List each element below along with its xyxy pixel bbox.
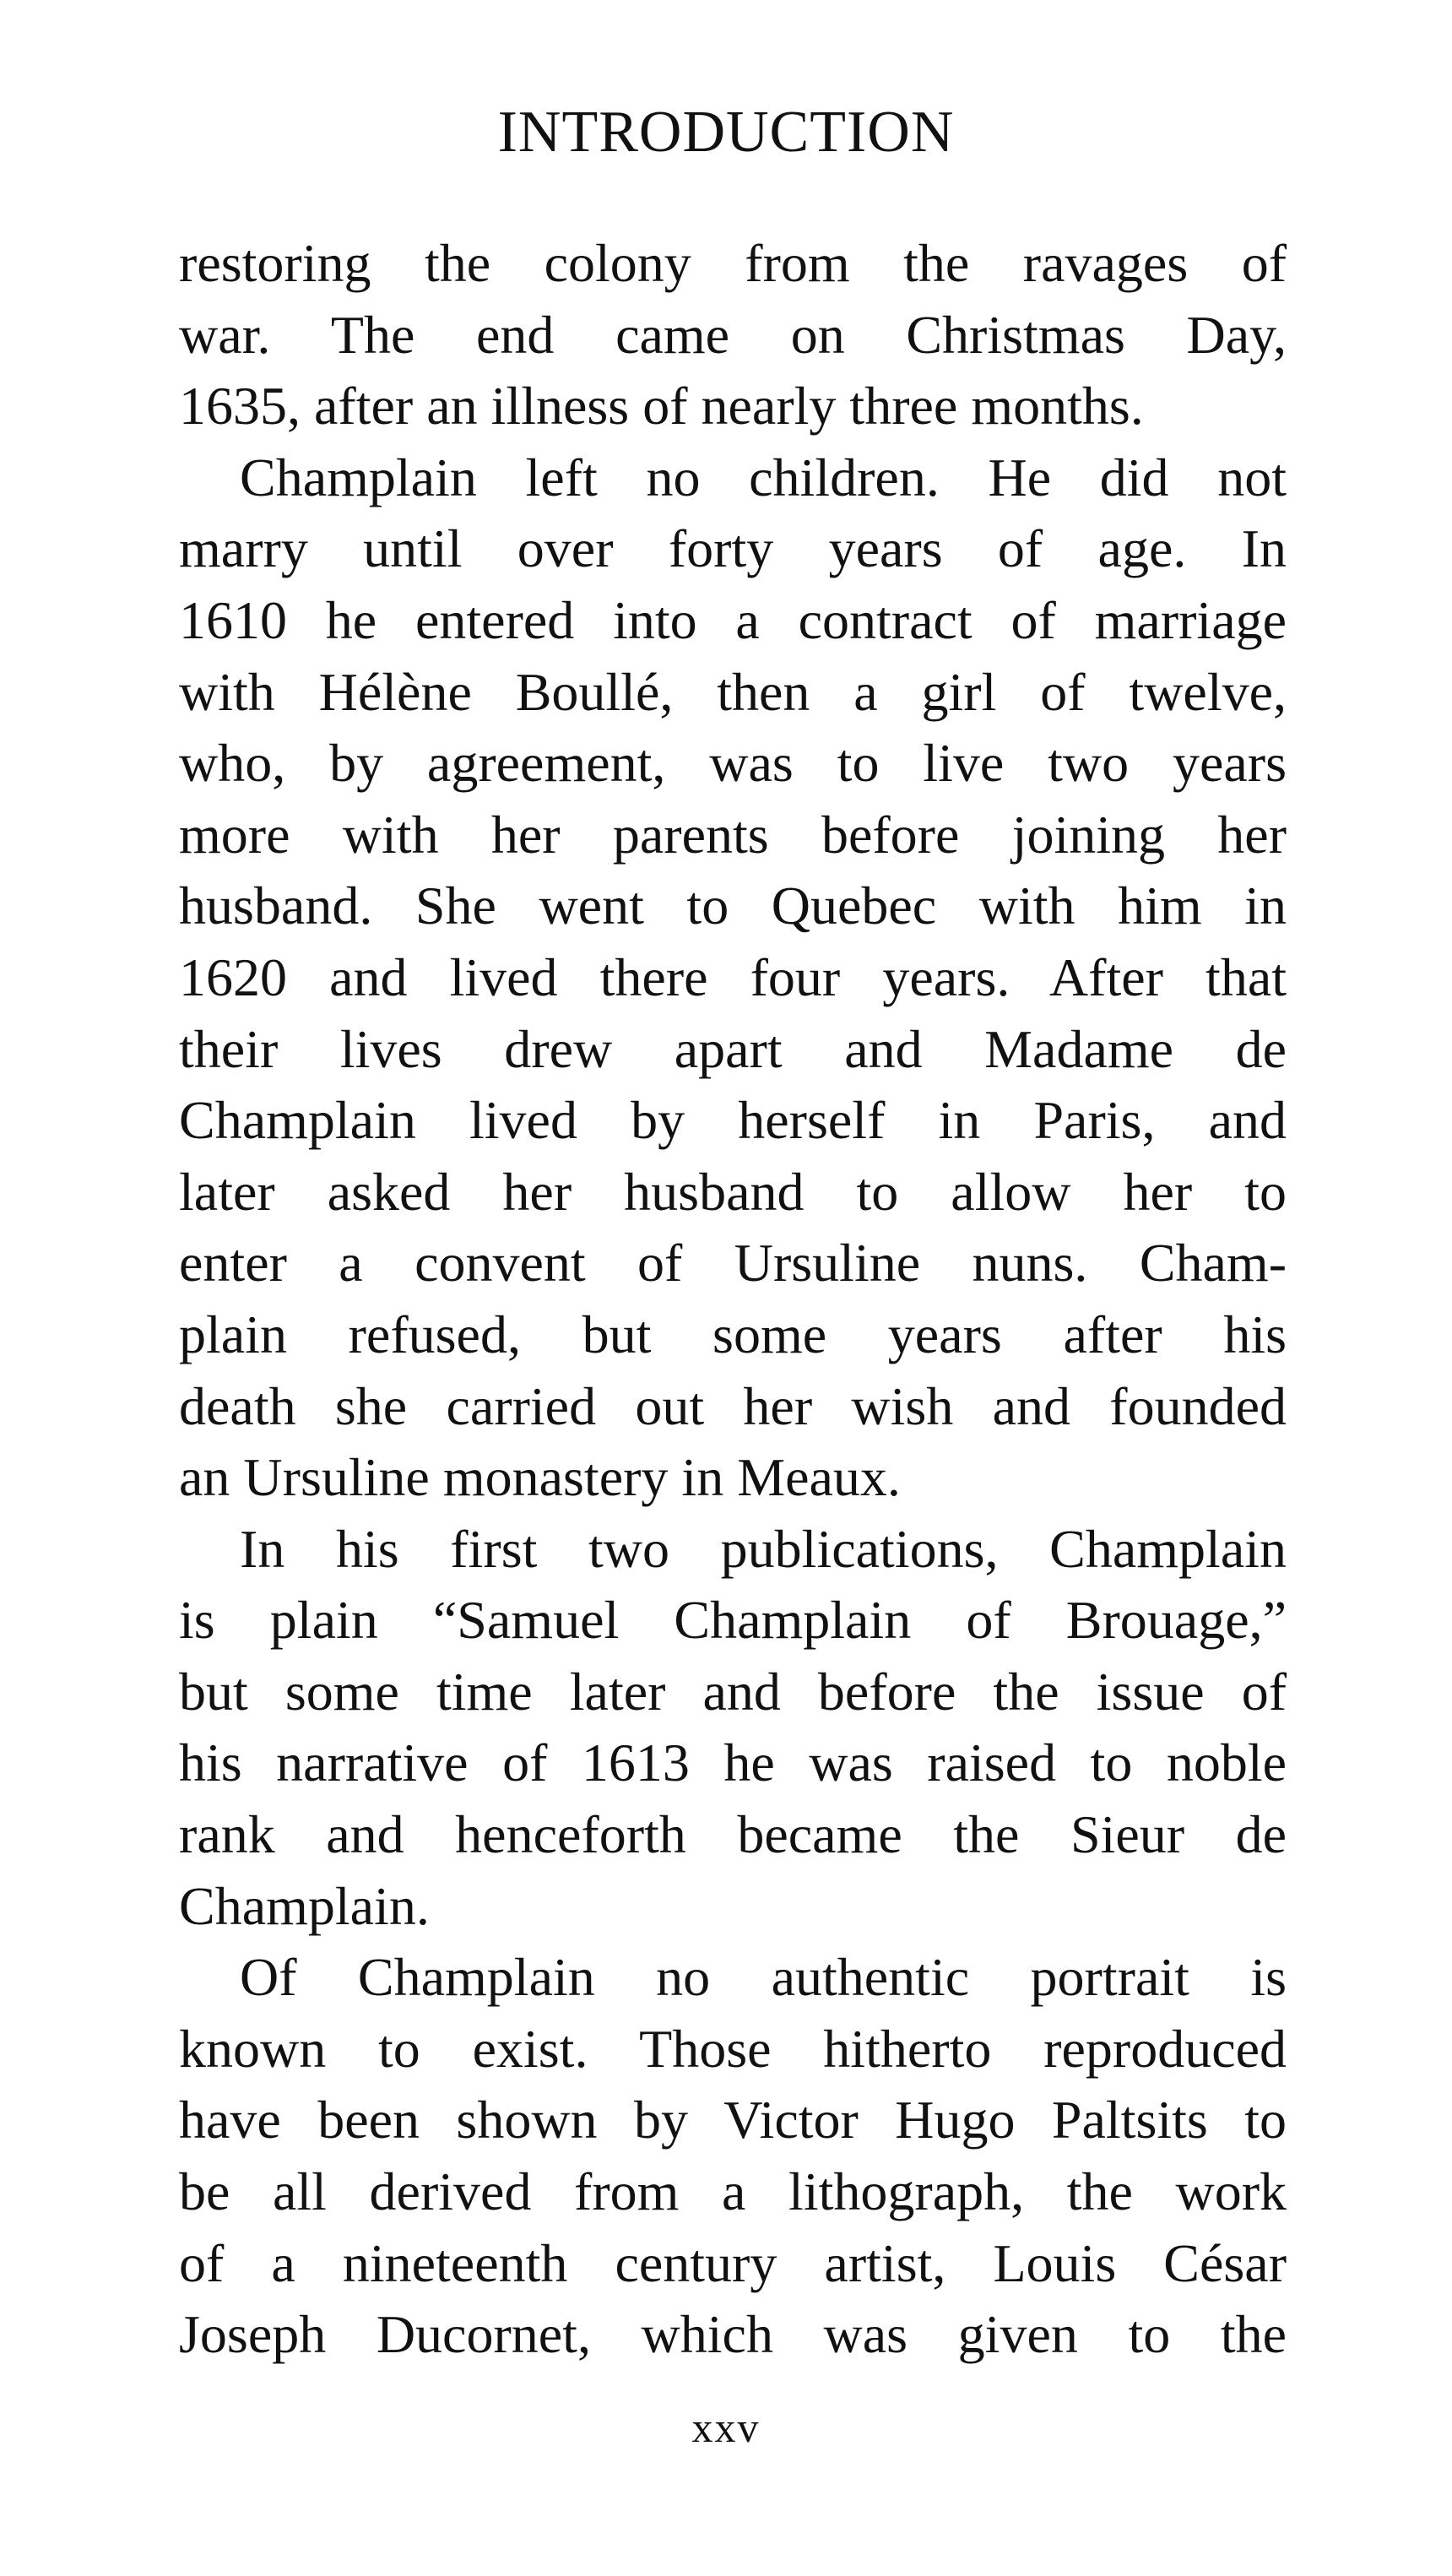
text-line: his narrative of 1613 he was raised to noble <box>179 1733 1287 1793</box>
text-line: In his first two publications, Champlain <box>240 1518 1287 1579</box>
text-line: their lives drew apart and Madame de <box>179 1018 1287 1079</box>
text-line: death she carried out her wish and founded <box>179 1375 1287 1436</box>
text-line: Of Champlain no authentic portrait is <box>240 1947 1287 2008</box>
text-line: war. The end came on Christmas Day, <box>179 304 1287 365</box>
text-line: marry until over forty years of age. In <box>179 518 1287 579</box>
text-line: enter a convent of Ursuline nuns. Cham- <box>179 1233 1287 1293</box>
text-line: 1610 he entered into a contract of marriage <box>179 589 1287 650</box>
text-line: have been shown by Victor Hugo Paltsits to <box>179 2090 1287 2150</box>
text-line: be all derived from a lithograph, the work <box>179 2161 1287 2222</box>
text-line: but some time later and before the issue of <box>179 1661 1287 1722</box>
text-line: Champlain. <box>179 1875 430 1936</box>
text-line: rank and henceforth became the Sieur de <box>179 1804 1287 1865</box>
text-line: of a nineteenth century artist, Louis César <box>179 2232 1287 2293</box>
text-line: more with her parents before joining her <box>179 804 1287 865</box>
text-line: plain refused, but some years after his <box>179 1304 1287 1364</box>
text-line: husband. She went to Quebec with him in <box>179 876 1287 936</box>
page-number: xxv <box>691 2404 761 2451</box>
text-line: who, by agreement, was to live two years <box>179 733 1287 794</box>
text-line: later asked her husband to allow her to <box>179 1161 1287 1222</box>
text-line: is plain “Samuel Champlain of Brouage,” <box>179 1590 1287 1651</box>
text-line: Joseph Ducornet, which was given to the <box>179 2304 1287 2365</box>
running-head: INTRODUCTION <box>497 100 955 165</box>
text-line: 1635, after an illness of nearly three months. <box>179 376 1144 437</box>
text-line: Champlain left no children. He did not <box>240 447 1287 507</box>
text-line: Champlain lived by herself in Paris, and <box>179 1090 1287 1151</box>
text-line: 1620 and lived there four years. After that <box>179 946 1287 1007</box>
text-line: an Ursuline monastery in Meaux. <box>179 1447 901 1508</box>
text-line: known to exist. Those hitherto reproduced <box>179 2018 1287 2079</box>
text-line: restoring the colony from the ravages of <box>179 233 1287 293</box>
body-text <box>179 228 1287 2371</box>
text-line: with Hélène Boullé, then a girl of twelve, <box>179 661 1287 722</box>
